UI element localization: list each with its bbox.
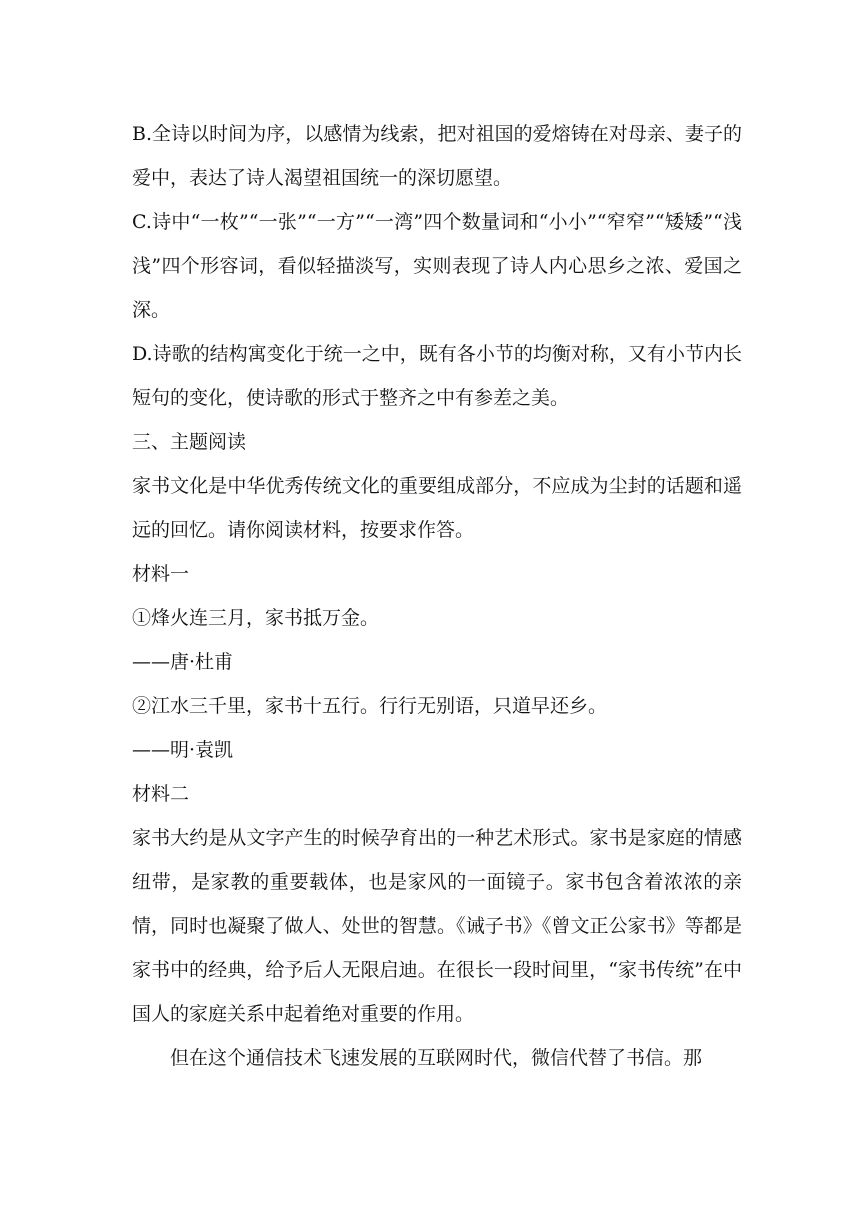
option-b-paragraph: B.全诗以时间为序，以感情为线索，把对祖国的爱熔铸在对母亲、妻子的爱中，表达了诗人渴望祖国统一的深切愿望。 (132, 123, 742, 189)
poem-attribution-two: ——明·袁凯 (132, 739, 234, 761)
poem-quote-one: ①烽火连三月，家书抵万金。 (132, 607, 380, 629)
material-two-heading: 材料二 (132, 783, 190, 805)
section-heading: 三、主题阅读 (132, 431, 247, 453)
option-c-paragraph: C.诗中“一枚”“一张”“一方”“一湾”四个数量词和“小小”“窄窄”“矮矮”“浅浅”四个形容词，看似轻描淡写，实则表现了诗人内心思乡之浓、爱国之深。 (132, 211, 742, 321)
material-two-paragraph: 家书大约是从文字产生的时候孕育出的一种艺术形式。家书是家庭的情感纽带，是家教的重要载体，也是家风的一面镜子。家书包含着浓浓的亲情，同时也凝聚了做人、处世的智慧。《诫子书》《曾文正公家书》等都是家书中的经典，给予后人无限启迪。在很长一段时间里，“家书传统”在中国人的家庭关系中起着绝对重要的作用。 (132, 827, 742, 1025)
option-d-paragraph: D.诗歌的结构寓变化于统一之中，既有各小节的均衡对称，又有小节内长短句的变化，使诗歌的形式于整齐之中有参差之美。 (132, 343, 742, 409)
material-one-heading: 材料一 (132, 563, 190, 585)
poem-attribution-one: ——唐·杜甫 (132, 651, 234, 673)
document-body (132, 112, 742, 1080)
continuation-paragraph: 但在这个通信技术飞速发展的互联网时代，微信代替了书信。那 (170, 1047, 703, 1069)
intro-paragraph: 家书文化是中华优秀传统文化的重要组成部分，不应成为尘封的话题和遥远的回忆。请你阅读材料，按要求作答。 (132, 475, 742, 541)
poem-quote-two: ②江水三千里，家书十五行。行行无别语，只道早还乡。 (132, 695, 608, 717)
